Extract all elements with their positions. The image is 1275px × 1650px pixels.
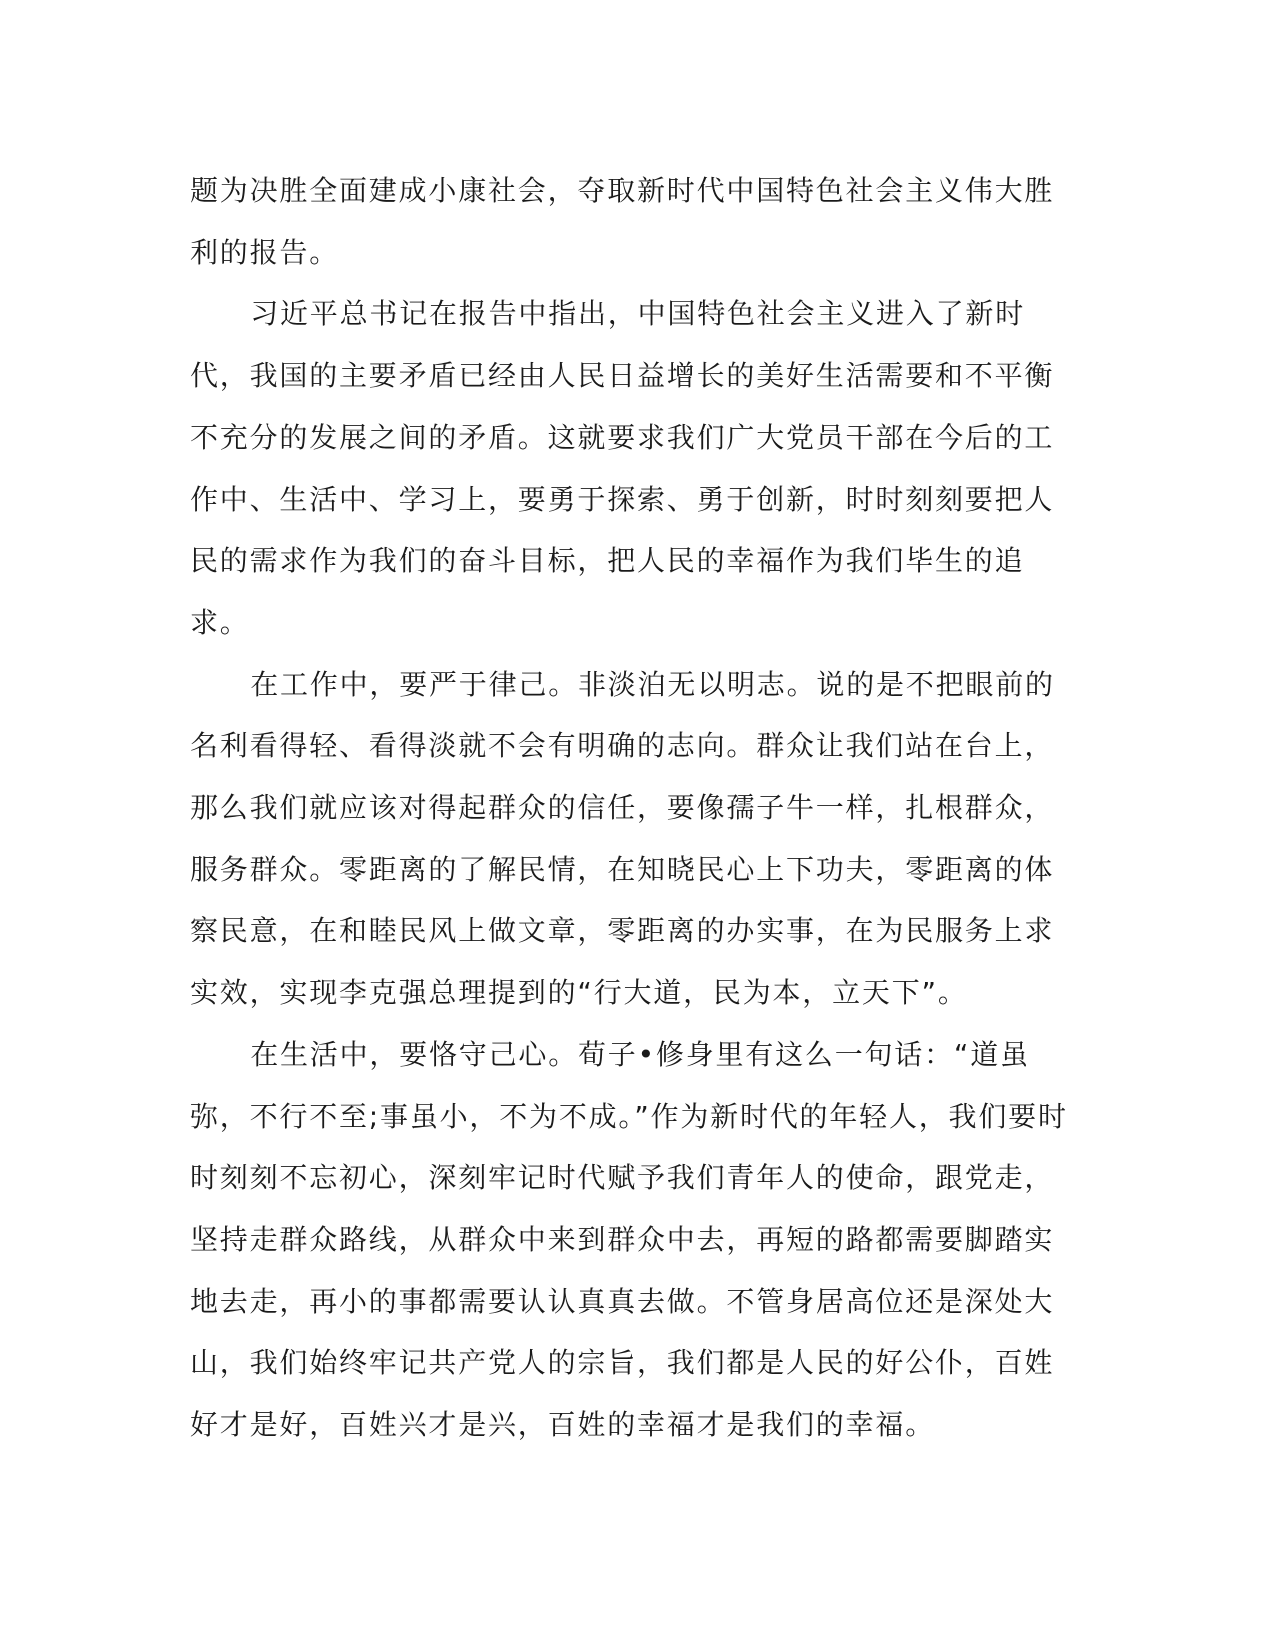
paragraph-4: 在生活中，要恪守己心。荀子•修身里有这么一句话：“道虽弥，不行不至;事虽小，不为不成。”作为新时代的年轻人，我们要时时刻刻不忘初心，深刻牢记时代赋予我们青年人的使命，跟党走，坚持走群众路线，从群众中来到群众中去，再短的路都需要脚踏实地去走，再小的事都需要认认真真去做。不管身居高位还是深处大山，我们始终牢记共产党人的宗旨，我们都是人民的好公仆，百姓好才是好，百姓兴才是兴，百姓的幸福才是我们的幸福。 — [190, 1037, 1068, 1442]
paragraph-3: 在工作中，要严于律己。非淡泊无以明志。说的是不把眼前的名利看得轻、看得淡就不会有明确的志向。群众让我们站在台上，那么我们就应该对得起群众的信任，要像孺子牛一样，扎根群众，服务群众。零距离的了解民情，在知晓民心上下功夫，零距离的体察民意，在和睦民风上做文章，零距离的办实事，在为民服务上求实效，实现李克强总理提到的“行大道，民为本，立天下”。 — [190, 667, 1055, 1010]
paragraph-1: 题为决胜全面建成小康社会，夺取新时代中国特色社会主义伟大胜利的报告。 — [190, 174, 1055, 269]
paragraph-2: 习近平总书记在报告中指出，中国特色社会主义进入了新时代，我国的主要矛盾已经由人民日益增长的美好生活需要和不平衡不充分的发展之间的矛盾。这就要求我们广大党员干部在今后的工作中、生活中、学习上，要勇于探索、勇于创新，时时刻刻要把人民的需求作为我们的奋斗目标，把人民的幸福作为我们毕生的追求。 — [190, 297, 1055, 639]
document-body — [190, 160, 1080, 1456]
